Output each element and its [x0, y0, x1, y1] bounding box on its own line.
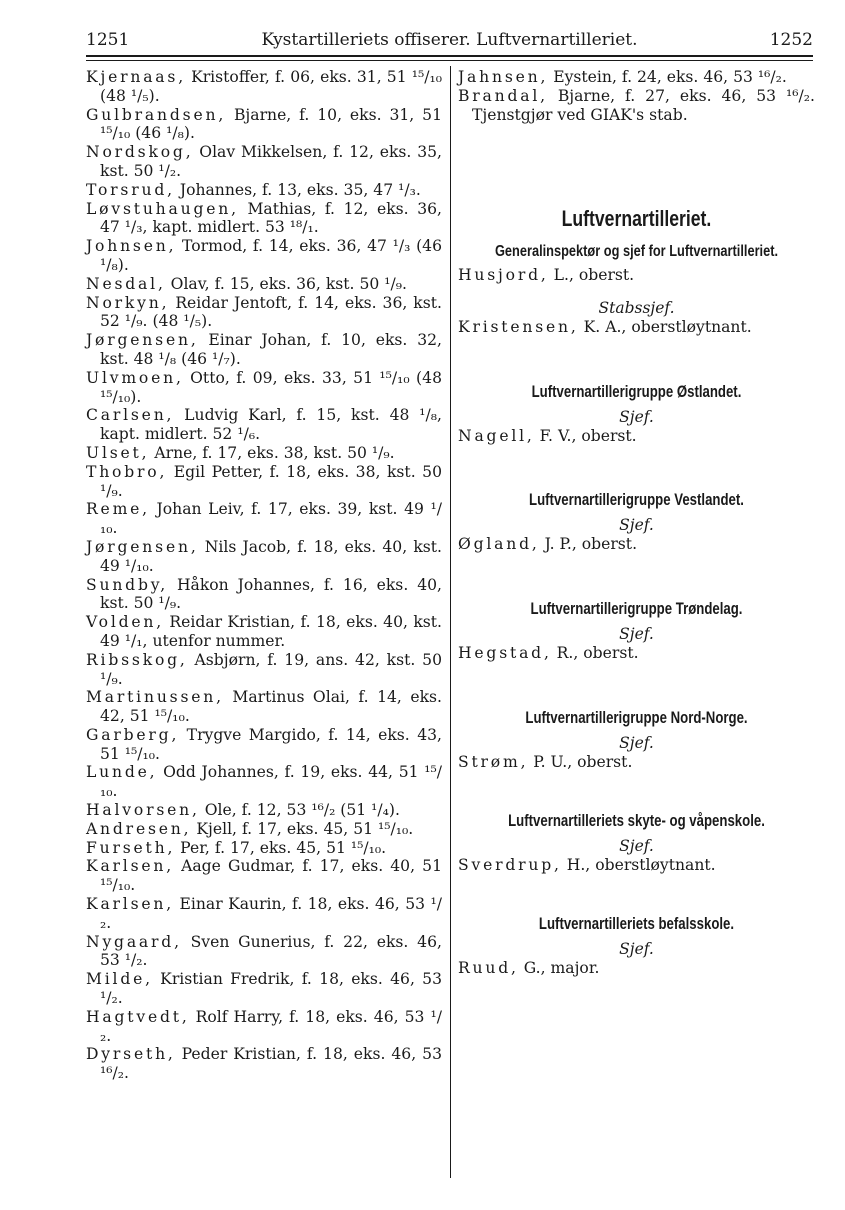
officer-entry — [86, 820, 442, 839]
officer-surname: Torsrud, — [86, 180, 175, 199]
officer-entry — [86, 970, 442, 1008]
group-title: Luftvernartillerigruppe Nord-Norge. — [525, 709, 748, 728]
officer-surname: Ulvmoen, — [86, 368, 184, 387]
person-line — [458, 959, 815, 978]
person-surname: Husjord, — [458, 266, 549, 285]
officer-details: Kristoffer, f. 06, eks. 31, 51 ¹⁵/₁₀ (48 ¹/₅). — [100, 68, 442, 105]
person-line — [458, 644, 815, 663]
person-surname: Hegstad, — [458, 644, 552, 663]
officer-entry — [86, 613, 442, 651]
right-column — [458, 68, 815, 978]
role-label: Sjef. — [619, 734, 654, 753]
person-surname: Sverdrup, — [458, 856, 562, 875]
group-title: Luftvernartillerigruppe Østlandet. — [531, 383, 742, 402]
officer-entry — [86, 181, 442, 200]
officer-details: Tormod, f. 14, eks. 36, 47 ¹/₃ (46 ¹/₈). — [100, 237, 442, 274]
officer-entry — [86, 463, 442, 501]
person-surname: Strøm, — [458, 753, 529, 772]
role-label: Sjef. — [619, 625, 654, 644]
person-details: K. A., oberstløytnant. — [578, 318, 752, 337]
officer-entry — [86, 726, 442, 764]
person-details: H., oberstløytnant. — [561, 856, 716, 875]
officer-surname: Ribsskog, — [86, 650, 188, 669]
officer-details: Ludvig Karl, f. 15, kst. 48 ¹/₈, kapt. midlert. 52 ¹/₆. — [100, 406, 442, 444]
person-details: G., major. — [518, 959, 600, 978]
officer-surname: Johnsen, — [86, 237, 177, 256]
officer-entry — [86, 801, 442, 820]
group-title: Luftvernartillerigruppe Vestlandet. — [529, 491, 744, 510]
officer-surname: Lunde, — [86, 763, 158, 782]
header-rule-thin — [86, 60, 813, 61]
officer-entry — [86, 763, 442, 801]
officer-details: Reidar Kristian, f. 18, eks. 40, kst. 49 ¹/₁, utenfor nummer. — [100, 613, 442, 650]
officer-details: Einar Kaurin, f. 18, eks. 46, 53 ¹/₂. — [100, 895, 442, 932]
officer-details: Einar Johan, f. 10, eks. 32, kst. 48 ¹/₈ (46 ¹/₇). — [100, 331, 442, 368]
officer-entry — [86, 895, 442, 933]
officer-surname: Milde, — [86, 970, 153, 989]
person-surname: Ruud, — [458, 959, 519, 978]
officer-details: Rolf Harry, f. 18, eks. 46, 53 ¹/₂. — [100, 1007, 442, 1045]
officer-surname: Gulbrandsen, — [86, 105, 227, 124]
officer-details: Arne, f. 17, eks. 38, kst. 50 ¹/₉. — [149, 443, 395, 462]
left-column — [86, 68, 442, 1083]
group-title: Luftvernartilleriets befalsskole. — [538, 915, 735, 934]
officer-entry — [86, 294, 442, 332]
officer-surname: Garberg, — [86, 725, 180, 744]
officer-details: Martinus Olai, f. 14, eks. 42, 51 ¹⁵/₁₀. — [100, 688, 442, 726]
person-line — [458, 427, 815, 446]
officer-surname: Halvorsen, — [86, 801, 200, 820]
officer-surname: Karlsen, — [86, 857, 175, 876]
officer-details: Olav, f. 15, eks. 36, kst. 50 ¹/₉. — [165, 274, 407, 293]
officer-details: Trygve Margido, f. 14, eks. 43, 51 ¹⁵/₁₀. — [100, 725, 442, 763]
officer-details: Bjarne, f. 10, eks. 31, 51 ¹⁵/₁₀ (46 ¹/₈). — [100, 105, 442, 143]
officer-surname: Kjernaas, — [86, 68, 186, 86]
officer-surname: Jahnsen, — [458, 68, 549, 86]
officer-surname: Jørgensen, — [86, 331, 199, 350]
officer-surname: Brandal, — [458, 86, 548, 105]
officer-entry — [86, 444, 442, 463]
officer-entry — [86, 200, 442, 238]
officer-surname: Andresen, — [86, 819, 192, 838]
officer-entry — [86, 688, 442, 726]
officer-surname: Ulset, — [86, 443, 150, 462]
officer-details: Kristian Fredrik, f. 18, eks. 46, 53 ¹/₂. — [100, 970, 442, 1008]
officer-entry — [86, 1045, 442, 1083]
officer-surname: Thobro, — [86, 462, 168, 481]
group-title: Luftvernartillerigruppe Trøndelag. — [530, 600, 743, 619]
officer-surname: Dyrseth, — [86, 1045, 176, 1064]
officer-details: Mathias, f. 12, eks. 36, 47 ¹/₃, kapt. midlert. 53 ¹⁸/₁. — [100, 199, 442, 237]
officer-details: Odd Johannes, f. 19, eks. 44, 51 ¹⁵/₁₀. — [100, 763, 442, 801]
section-subtitle: Generalinspektør og sjef for Luftvernartilleriet. — [494, 243, 779, 261]
officer-details: Egil Petter, f. 18, eks. 38, kst. 50 ¹/₉. — [100, 462, 442, 500]
officer-details: Johan Leiv, f. 17, eks. 39, kst. 49 ¹/₁₀. — [100, 500, 442, 538]
officer-entry — [86, 331, 442, 369]
officer-surname: Karlsen, — [86, 895, 175, 914]
column-divider — [450, 66, 451, 1178]
officer-entry — [86, 839, 442, 858]
officer-surname: Furseth, — [86, 838, 176, 857]
officer-details: Håkon Johannes, f. 16, eks. 40, kst. 50 ¹/₉. — [100, 575, 442, 613]
person-line — [458, 753, 815, 772]
officer-entry — [86, 406, 442, 444]
officer-entry — [86, 369, 442, 407]
person-surname: Kristensen, — [458, 318, 579, 337]
officer-surname: Sundby, — [86, 575, 169, 594]
officer-entry — [86, 576, 442, 614]
officer-entry — [458, 87, 815, 125]
officer-details: Bjarne, f. 27, eks. 46, 53 ¹⁶/₂. Tjenstgjør ved GIAK's stab. — [472, 86, 815, 124]
officer-entry — [86, 933, 442, 971]
person-line — [458, 318, 815, 337]
person-details: P. U., oberst. — [528, 753, 633, 772]
officer-entry — [86, 857, 442, 895]
officer-details: Asbjørn, f. 19, ans. 42, kst. 50 ¹/₉. — [100, 650, 442, 688]
officer-details: Nils Jacob, f. 18, eks. 40, kst. 49 ¹/₁₀. — [100, 537, 442, 575]
page-number-left: 1251 — [86, 30, 130, 50]
officer-surname: Reme, — [86, 500, 150, 519]
person-details: F. V., oberst. — [534, 427, 637, 446]
person-surname: Øgland, — [458, 535, 540, 554]
role-label: Sjef. — [619, 408, 654, 427]
role-label: Stabssjef. — [598, 299, 675, 318]
officer-details: Per, f. 17, eks. 45, 51 ¹⁵/₁₀. — [175, 838, 387, 857]
officer-details: Sven Gunerius, f. 22, eks. 46, 53 ¹/₂. — [100, 932, 442, 970]
officer-details: Eystein, f. 24, eks. 46, 53 ¹⁶/₂. — [548, 68, 787, 86]
person-details: R., oberst. — [551, 644, 639, 663]
officer-entry — [86, 68, 442, 106]
officer-surname: Volden, — [86, 613, 165, 632]
role-label: Sjef. — [619, 940, 654, 959]
officer-entry — [86, 275, 442, 294]
officer-details: Reidar Jentoft, f. 14, eks. 36, kst. 52 ¹/₉. (48 ¹/₅). — [100, 293, 442, 331]
officer-surname: Nordskog, — [86, 143, 194, 162]
page-header — [86, 24, 813, 54]
officer-surname: Hagtvedt, — [86, 1007, 190, 1026]
officer-entry — [86, 237, 442, 275]
officer-surname: Jørgensen, — [86, 537, 199, 556]
officer-entry — [86, 143, 442, 181]
person-surname: Nagell, — [458, 427, 535, 446]
role-label: Sjef. — [619, 516, 654, 535]
officer-entry — [86, 106, 442, 144]
officer-details: Johannes, f. 13, eks. 35, 47 ¹/₃. — [174, 180, 421, 199]
officer-surname: Martinussen, — [86, 688, 224, 707]
officer-details: Ole, f. 12, 53 ¹⁶/₂ (51 ¹/₄). — [199, 801, 400, 820]
officer-details: Otto, f. 09, eks. 33, 51 ¹⁵/₁₀ (48 ¹⁵/₁₀). — [100, 368, 442, 406]
officer-details: Aage Gudmar, f. 17, eks. 40, 51 ¹⁵/₁₀. — [100, 857, 442, 895]
page-number-right: 1252 — [769, 30, 813, 50]
person-line — [458, 266, 815, 285]
officer-entry — [86, 500, 442, 538]
officer-surname: Nygaard, — [86, 932, 182, 951]
person-details: L., oberst. — [548, 266, 635, 285]
person-details: J. P., oberst. — [539, 535, 638, 554]
officer-details: Kjell, f. 17, eks. 45, 51 ¹⁵/₁₀. — [191, 819, 414, 838]
person-line — [458, 535, 815, 554]
role-label: Sjef. — [619, 837, 654, 856]
header-rule-thick — [86, 55, 813, 57]
group-title: Luftvernartilleriets skyte- og våpenskole. — [508, 812, 765, 831]
officer-details: Olav Mikkelsen, f. 12, eks. 35, kst. 50 ¹/₂. — [100, 143, 442, 180]
officer-surname: Nesdal, — [86, 274, 166, 293]
officer-entry — [86, 1008, 442, 1046]
person-line — [458, 856, 815, 875]
section-title: Luftvernartilleriet. — [561, 206, 712, 232]
officer-entry — [86, 538, 442, 576]
officer-surname: Carlsen, — [86, 406, 175, 425]
officer-entry — [86, 651, 442, 689]
officer-entry — [458, 68, 815, 87]
officer-details: Peder Kristian, f. 18, eks. 46, 53 ¹⁶/₂. — [100, 1045, 442, 1083]
officer-surname: Løvstuhaugen, — [86, 199, 239, 218]
officer-surname: Norkyn, — [86, 293, 170, 312]
running-title: Kystartilleriets offiserer. Luftvernartilleriet. — [261, 30, 638, 50]
